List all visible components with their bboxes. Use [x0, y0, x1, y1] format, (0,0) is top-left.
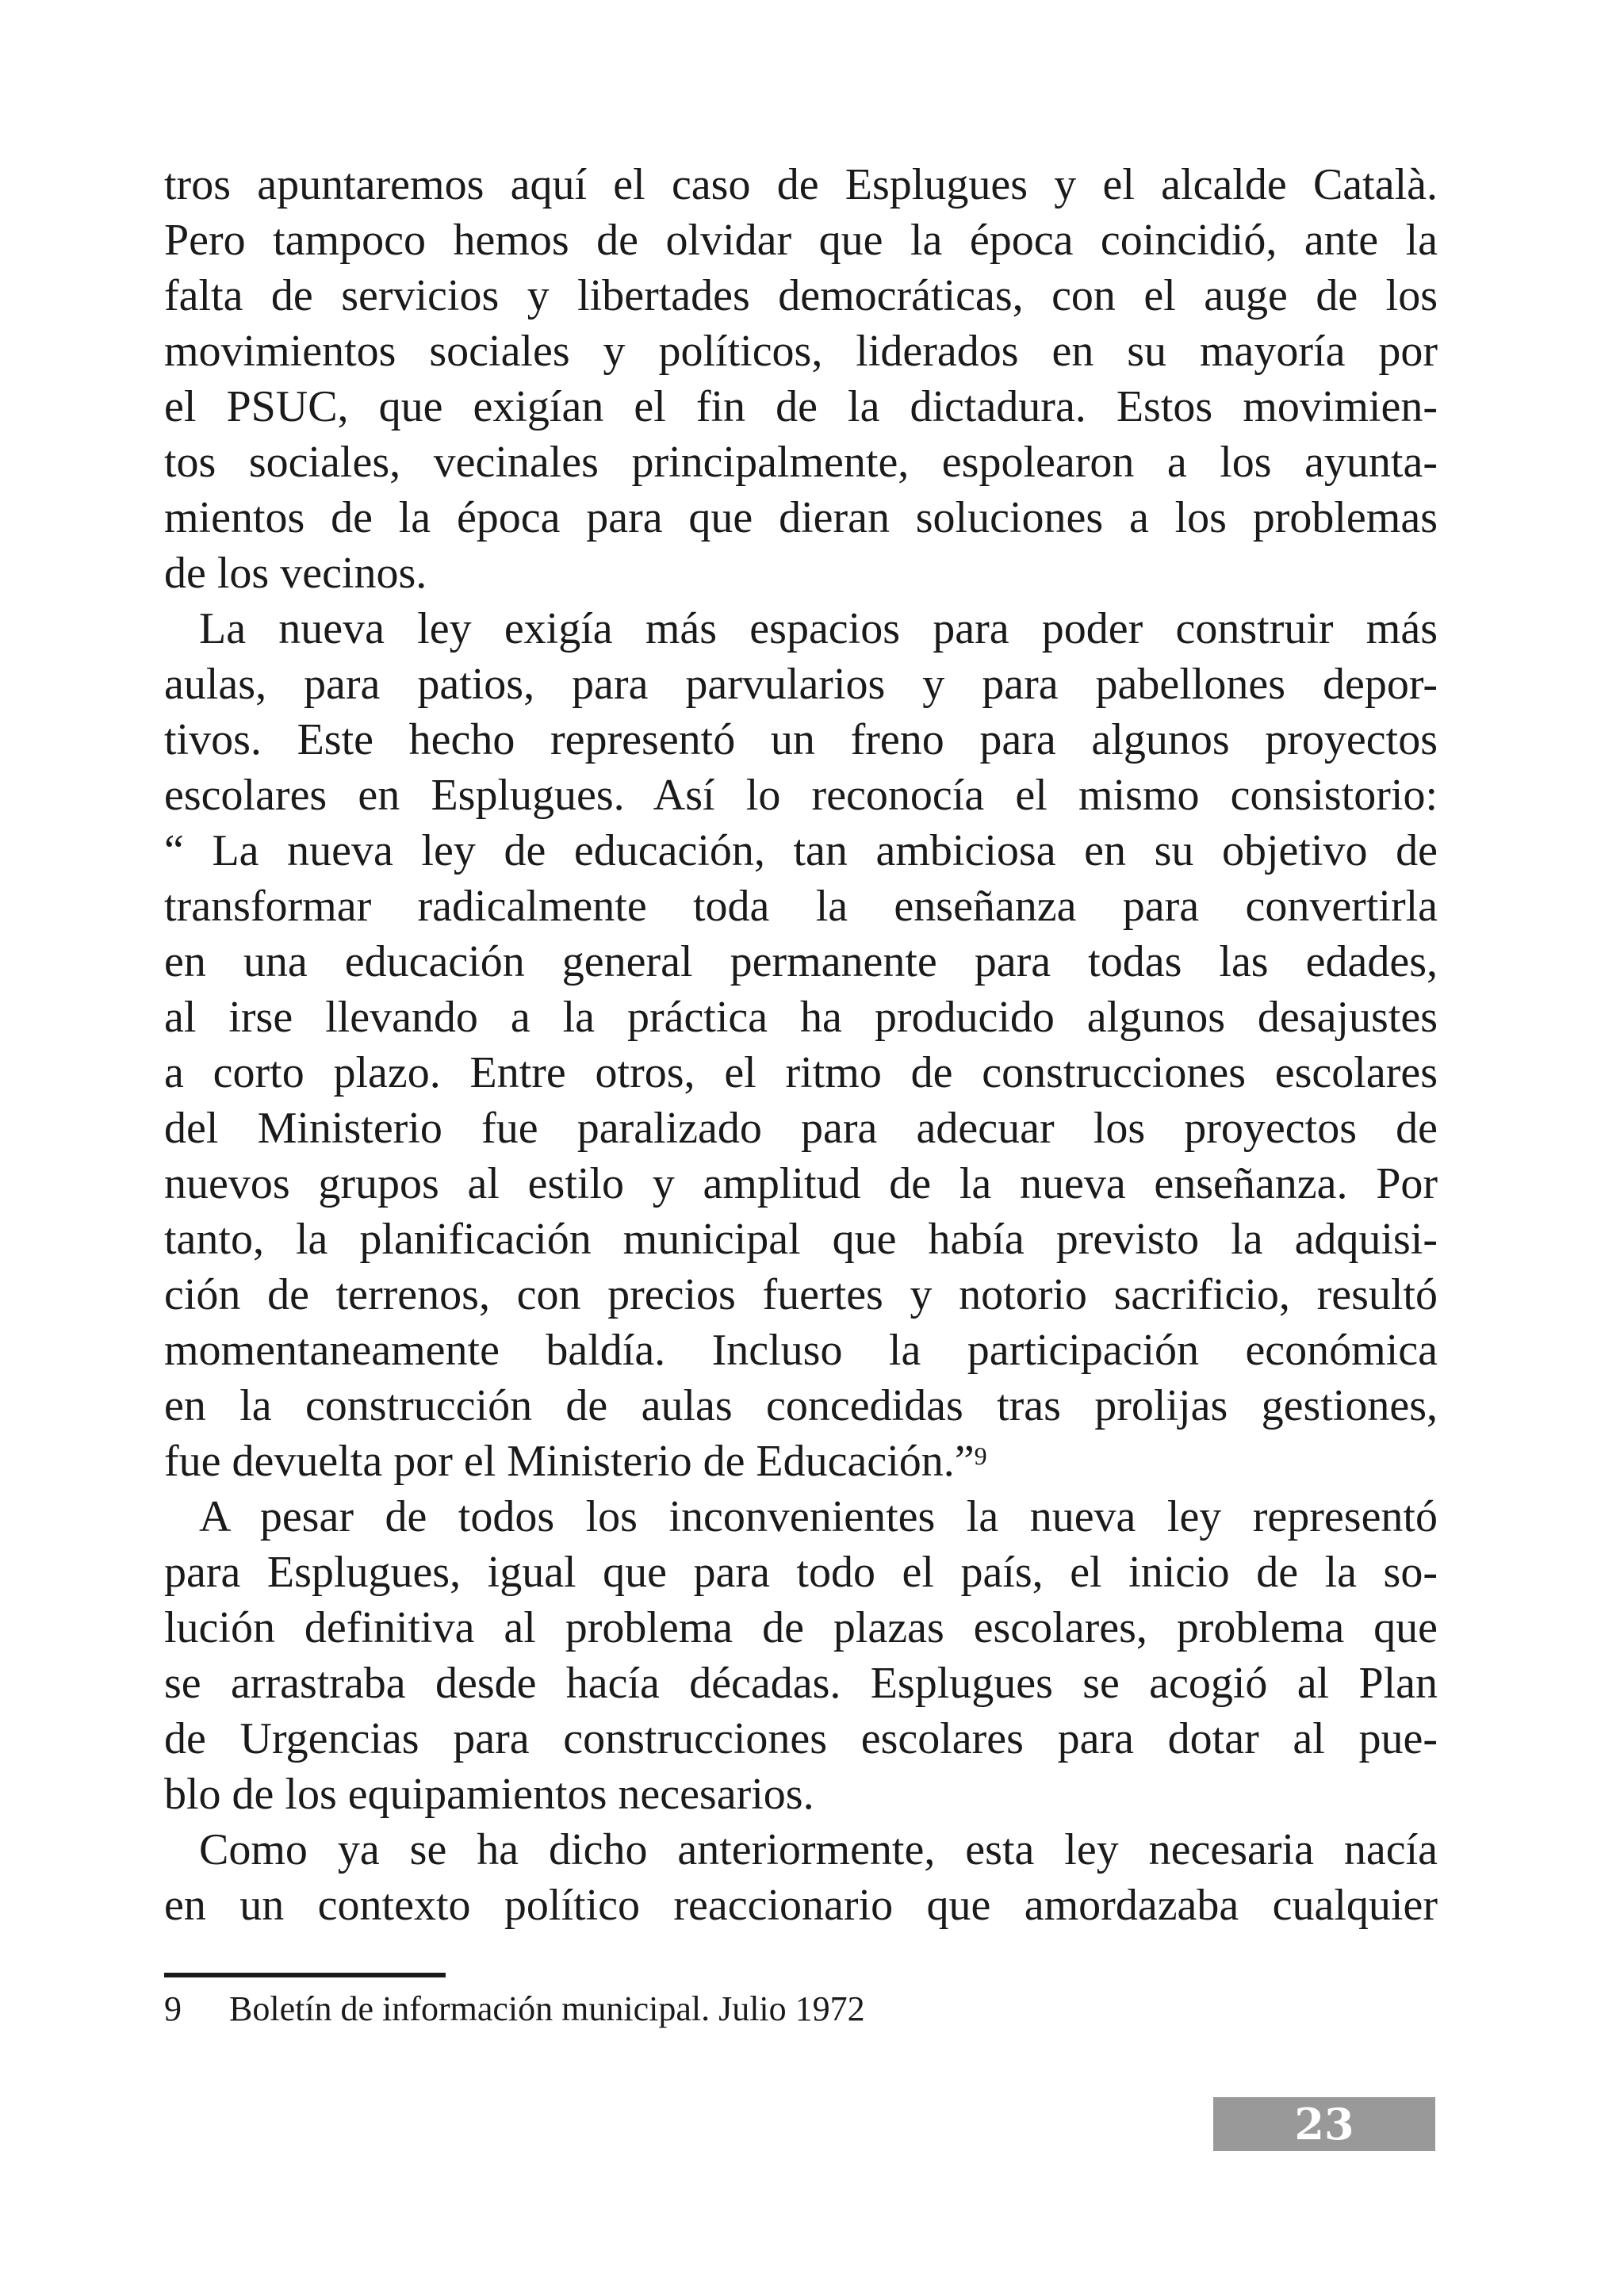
text-line-content: de Urgencias para construcciones escolares para dotar al pue- — [164, 1714, 1438, 1763]
text-line — [164, 490, 1438, 546]
footnote — [164, 1987, 1438, 2031]
text-line — [164, 823, 1438, 879]
text-line-content: blo de los equipamientos necesarios. — [164, 1770, 814, 1819]
text-line-content: tivos. Este hecho representó un freno para algunos proyectos — [164, 715, 1438, 764]
text-line — [164, 1545, 1438, 1600]
text-line-content: al irse llevando a la práctica ha producido algunos desajustes — [164, 993, 1438, 1042]
text-line — [164, 323, 1438, 379]
text-line-content: del Ministerio fue paralizado para adecuar los proyectos de — [164, 1104, 1438, 1153]
text-line — [164, 601, 1438, 657]
text-line — [164, 934, 1438, 990]
text-line — [164, 1822, 1438, 1878]
text-line-content: ción de terrenos, con precios fuertes y notorio sacrificio, resultó — [164, 1270, 1438, 1319]
text-line-content: tros apuntaremos aquí el caso de Esplugues y el alcalde Català. — [164, 160, 1438, 209]
text-line — [164, 1267, 1438, 1323]
page-number-box — [1213, 2097, 1435, 2151]
footnote-text: Boletín de información municipal. Julio 1972 — [229, 1989, 865, 2028]
text-line — [164, 1434, 1438, 1489]
footnote-number: 9 — [164, 1989, 182, 2028]
text-line-content: La nueva ley exigía más espacios para poder construir más — [199, 604, 1438, 653]
text-line-content: lución definitiva al problema de plazas escolares, problema que — [164, 1603, 1438, 1652]
text-line — [164, 1878, 1438, 1933]
text-line-content: se arrastraba desde hacía décadas. Esplugues se acogió al Plan — [164, 1659, 1438, 1708]
text-line-content: en la construcción de aulas concedidas tras prolijas gestiones, — [164, 1381, 1438, 1430]
text-line — [164, 768, 1438, 823]
text-line — [164, 1711, 1438, 1767]
text-line-content: escolares en Esplugues. Así lo reconocía el mismo consistorio: — [164, 771, 1438, 820]
text-line-content: “ La nueva ley de educación, tan ambiciosa en su objetivo de — [164, 826, 1438, 875]
text-line-content: nuevos grupos al estilo y amplitud de la nueva enseñanza. Por — [164, 1159, 1438, 1208]
text-line — [164, 1600, 1438, 1656]
text-line-content: transformar radicalmente toda la enseñanza para convertirla — [164, 882, 1438, 931]
text-line — [164, 712, 1438, 768]
text-line — [164, 1656, 1438, 1711]
text-line — [164, 1212, 1438, 1267]
text-line-content: Pero tampoco hemos de olvidar que la época coincidió, ante la — [164, 216, 1438, 265]
text-line — [164, 379, 1438, 435]
text-line — [164, 657, 1438, 712]
body-text — [164, 157, 1438, 1933]
text-line — [164, 990, 1438, 1045]
text-line — [164, 157, 1438, 212]
text-line-content: en un contexto político reaccionario que amordazaba cualquier — [164, 1881, 1438, 1930]
text-line-content: momentaneamente baldía. Incluso la participación económica — [164, 1326, 1438, 1375]
text-line-content: en una educación general permanente para todas las edades, — [164, 937, 1438, 986]
text-line-content: tos sociales, vecinales principalmente, espolearon a los ayunta- — [164, 438, 1438, 487]
text-line — [164, 879, 1438, 934]
text-line — [164, 1101, 1438, 1156]
text-line-content: de los vecinos. — [164, 549, 427, 598]
footnote-separator — [164, 1973, 446, 1977]
text-line-content: Como ya se ha dicho anteriormente, esta ley necesaria nacía — [199, 1825, 1438, 1874]
text-line-content: fue devuelta por el Ministerio de Educación.” — [164, 1437, 975, 1486]
text-line — [164, 435, 1438, 490]
footnote-reference: 9 — [974, 1441, 987, 1470]
text-line — [164, 1767, 1438, 1822]
text-line — [164, 1489, 1438, 1545]
text-line — [164, 546, 1438, 601]
text-line-content: el PSUC, que exigían el fin de la dictadura. Estos movimien- — [164, 382, 1438, 431]
text-line-content: A pesar de todos los inconvenientes la nueva ley representó — [199, 1492, 1438, 1541]
text-line-content: tanto, la planificación municipal que había previsto la adquisi- — [164, 1215, 1438, 1264]
text-line — [164, 268, 1438, 323]
text-line-content: falta de servicios y libertades democráticas, con el auge de los — [164, 271, 1438, 320]
text-line-content: para Esplugues, igual que para todo el país, el inicio de la so- — [164, 1548, 1438, 1597]
text-line — [164, 1378, 1438, 1434]
text-line — [164, 1156, 1438, 1212]
text-line-content: a corto plazo. Entre otros, el ritmo de construcciones escolares — [164, 1048, 1438, 1097]
text-line-content: aulas, para patios, para parvularios y para pabellones depor- — [164, 660, 1438, 709]
text-line — [164, 1045, 1438, 1101]
text-line-content: mientos de la época para que dieran soluciones a los problemas — [164, 493, 1438, 542]
text-line-content: movimientos sociales y políticos, liderados en su mayoría por — [164, 327, 1438, 376]
text-line — [164, 212, 1438, 268]
text-line — [164, 1323, 1438, 1378]
page-number: 23 — [1294, 2099, 1354, 2150]
